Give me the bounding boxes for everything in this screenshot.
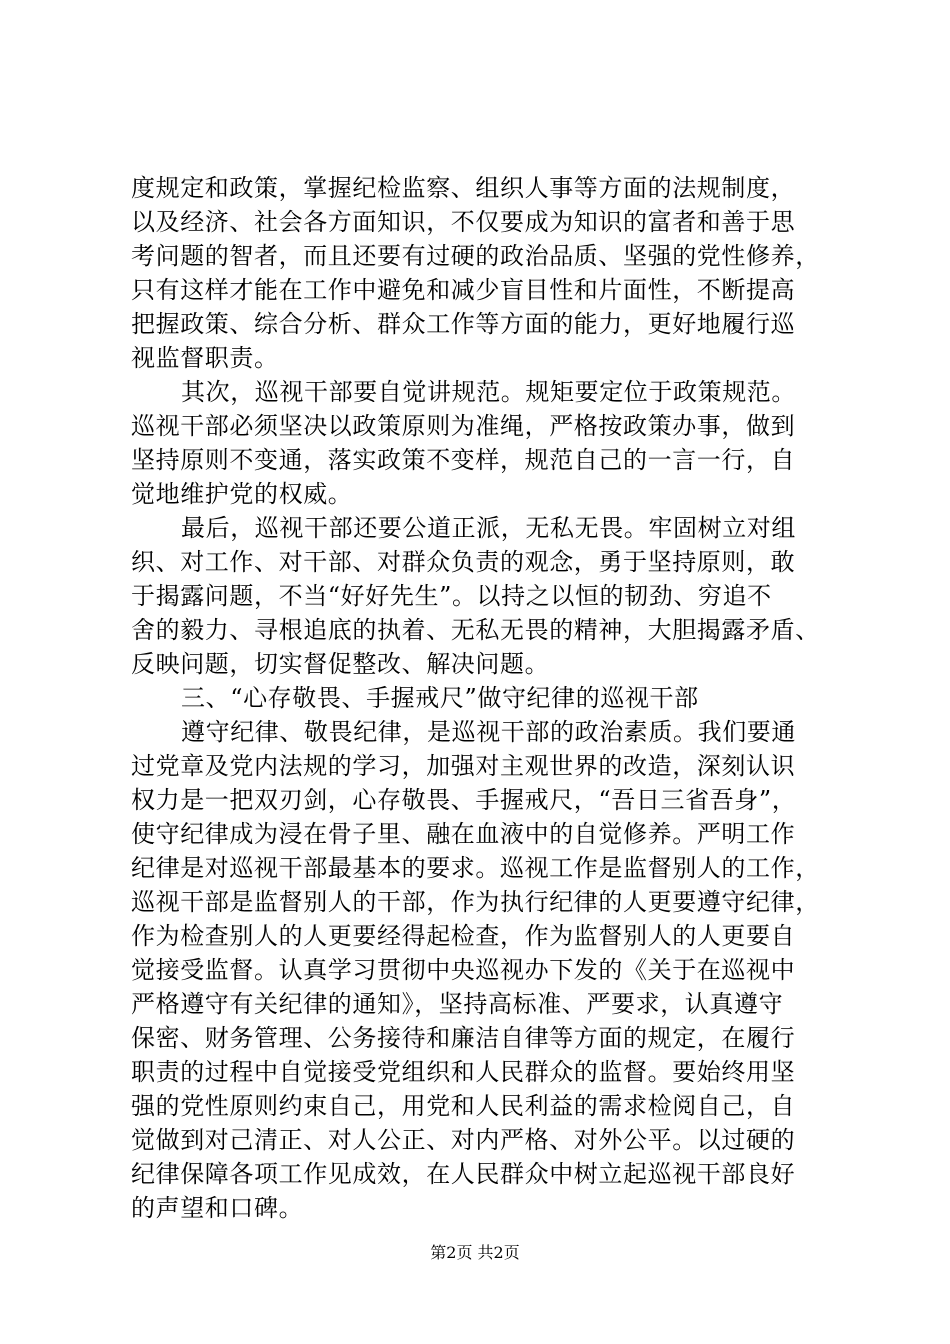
text-line: 于揭露问题，不当“好好先生”。以持之以恒的韧劲、穷追不 — [131, 582, 772, 610]
text-line: 职责的过程中自觉接受党组织和人民群众的监督。要始终用坚 — [131, 1058, 796, 1086]
text-line: 权力是一把双刃剑，心存敬畏、手握戒尺，“吾日三省吾身”， — [131, 786, 797, 814]
text-line: 使守纪律成为浸在骨子里、融在血液中的自觉修养。严明工作 — [131, 820, 796, 848]
text-line: 强的党性原则约束自己，用党和人民利益的需求检阅自己，自 — [131, 1092, 796, 1120]
text-line: 反映问题，切实督促整改、解决问题。 — [131, 650, 550, 678]
text-line: 遵守纪律、敬畏纪律，是巡视干部的政治素质。我们要通 — [181, 718, 796, 746]
text-line: 最后，巡视干部还要公道正派，无私无畏。牢固树立对组 — [181, 514, 796, 542]
text-line: 过党章及党内法规的学习，加强对主观世界的改造，深刻认识 — [131, 752, 796, 780]
text-line: 视监督职责。 — [131, 344, 279, 372]
text-line: 只有这样才能在工作中避免和减少盲目性和片面性，不断提高 — [131, 276, 796, 304]
section-heading: 三、“心存敬畏、手握戒尺”做守纪律的巡视干部 — [181, 684, 699, 712]
text-line: 把握政策、综合分析、群众工作等方面的能力，更好地履行巡 — [131, 310, 796, 338]
text-line: 其次，巡视干部要自觉讲规范。规矩要定位于政策规范。 — [181, 378, 796, 406]
text-line: 度规定和政策，掌握纪检监察、组织人事等方面的法规制度， — [131, 174, 796, 202]
text-line: 纪律是对巡视干部最基本的要求。巡视工作是监督别人的工作， — [131, 854, 820, 882]
text-line: 觉做到对己清正、对人公正、对内严格、对外公平。以过硬的 — [131, 1126, 796, 1154]
text-line: 觉地维护党的权威。 — [131, 480, 353, 508]
page-number-footer: 第2页 共2页 — [430, 1243, 520, 1262]
text-line: 严格遵守有关纪律的通知》，坚持高标准、严要求，认真遵守 — [131, 990, 784, 1018]
text-line: 的声望和口碑。 — [131, 1194, 304, 1222]
text-line: 保密、财务管理、公务接待和廉洁自律等方面的规定，在履行 — [131, 1024, 796, 1052]
text-line: 纪律保障各项工作见成效，在人民群众中树立起巡视干部良好 — [131, 1160, 796, 1188]
text-line: 考问题的智者，而且还要有过硬的政治品质、坚强的党性修养， — [131, 242, 820, 270]
text-line: 以及经济、社会各方面知识，不仅要成为知识的富者和善于思 — [131, 208, 796, 236]
text-line: 觉接受监督。认真学习贯彻中央巡视办下发的《关于在巡视中 — [131, 956, 796, 984]
text-line: 巡视干部必须坚决以政策原则为准绳，严格按政策办事，做到 — [131, 412, 796, 440]
text-line: 舍的毅力、寻根追底的执着、无私无畏的精神，大胆揭露矛盾、 — [131, 616, 820, 644]
text-line: 织、对工作、对干部、对群众负责的观念，勇于坚持原则，敢 — [131, 548, 796, 576]
text-line: 巡视干部是监督别人的干部，作为执行纪律的人更要遵守纪律， — [131, 888, 820, 916]
text-line: 作为检查别人的人更要经得起检查，作为监督别人的人更要自 — [131, 922, 796, 950]
text-line: 坚持原则不变通，落实政策不变样，规范自己的一言一行，自 — [131, 446, 796, 474]
